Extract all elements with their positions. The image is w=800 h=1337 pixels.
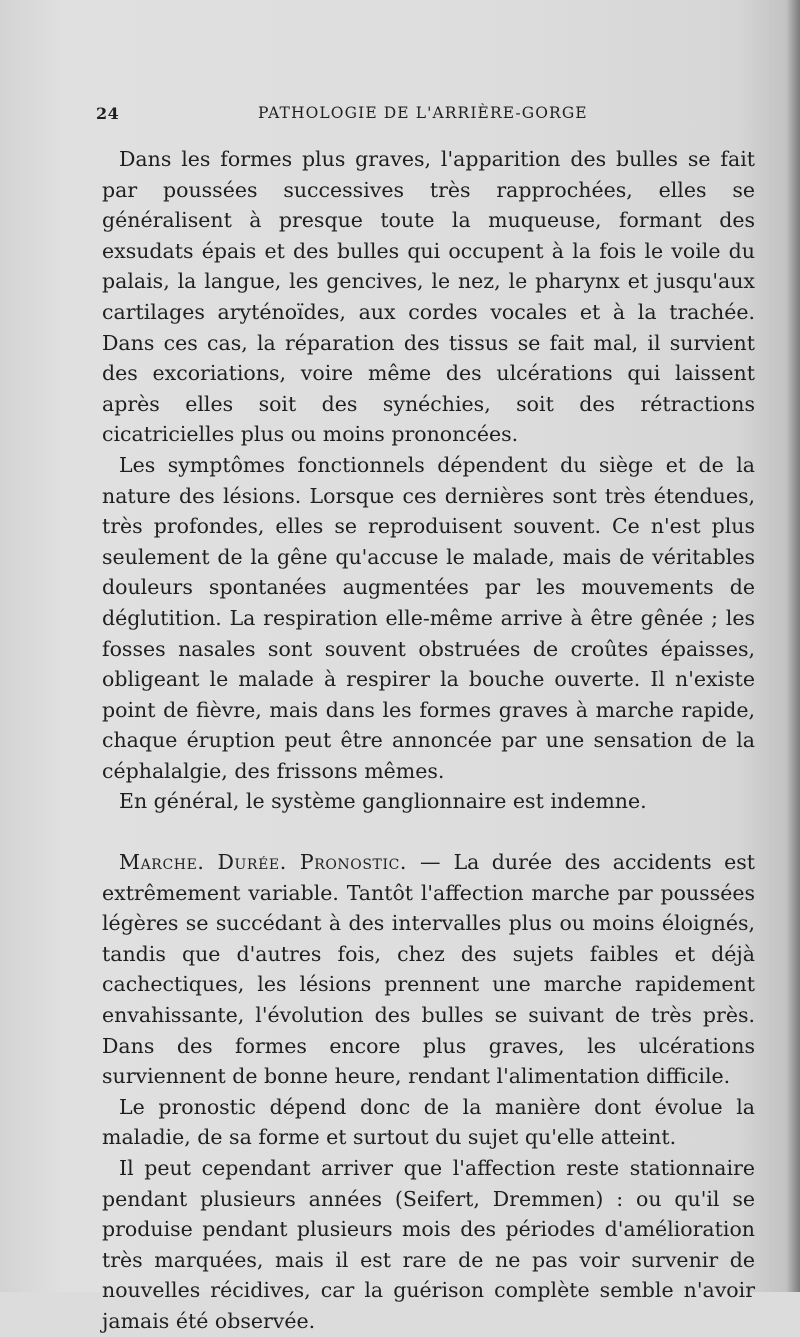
section-text: La durée des accidents est extrêmement variable. Tantôt l'affection marche par poussées légères se succédant à des intervalles plus ou moins éloignés, tandis que d'autres fois, chez des sujets faibles et déjà cachectiques, les lésions prennent une marche rapidement envahissante, l'évolution des bulles se suivant de très près. Dans des formes encore plus graves, les ulcérations surviennent de bonne heure, rendant l'alimentation difficile. xyxy=(102,850,755,1089)
running-header xyxy=(96,104,756,130)
paragraph: Il peut cependant arriver que l'affection reste stationnaire pendant plusieurs années (Seifert, Dremmen) : ou qu'il se produise pendant plusieurs mois des périodes d'amélioration très marquées, mais il est rare de ne pas voir survenir de nouvelles récidives, car la guérison complète semble n'avoir jamais été observée. xyxy=(102,1156,755,1333)
paragraph: Dans les formes plus graves, l'apparition des bulles se fait par poussées successives très rapprochées, elles se généralisent à presque toute la muqueuse, formant des exsudats épais et des bulles qui occupent à la fois le voile du palais, la langue, les gencives, le nez, le pharynx et jusqu'aux cartilages aryténoïdes, aux cordes vocales et à la trachée. Dans ces cas, la réparation des tissus se fait mal, il survient des excoriations, voire même des ulcérations qui laissent après elles soit des synéchies, soit des rétractions cicatricielles plus ou moins prononcées. xyxy=(102,147,755,447)
page-number: 24 xyxy=(96,104,120,123)
section-spacer xyxy=(102,817,755,847)
paragraph: Les symptômes fonctionnels dépendent du siège et de la nature des lésions. Lorsque ces dernières sont très étendues, très profondes, elles se reproduisent souvent. Ce n'est plus seulement de la gêne qu'accuse le malade, mais de véritables douleurs spontanées augmentées par les mouvements de déglutition. La respiration elle-même arrive à être gênée ; les fosses nasales sont souvent obstruées de croûtes épaisses, obligeant le malade à respirer la bouche ouverte. Il n'existe point de fièvre, mais dans les formes graves à marche rapide, chaque éruption peut être annoncée par une sensation de la céphalalgie, des frissons mêmes. xyxy=(102,452,755,783)
running-title: PATHOLOGIE DE L'ARRIÈRE-GORGE xyxy=(258,104,588,122)
page-body xyxy=(102,144,755,1337)
section-heading: Marche. Durée. Pronostic. — xyxy=(119,850,442,875)
paragraph: En général, le système ganglionnaire est indemne. xyxy=(119,789,647,814)
page-edge-shadow xyxy=(786,0,800,1292)
paragraph: Le pronostic dépend donc de la manière dont évolue la maladie, de sa forme et surtout du sujet qu'elle atteint. xyxy=(102,1094,755,1150)
section-paragraph xyxy=(102,847,755,1092)
